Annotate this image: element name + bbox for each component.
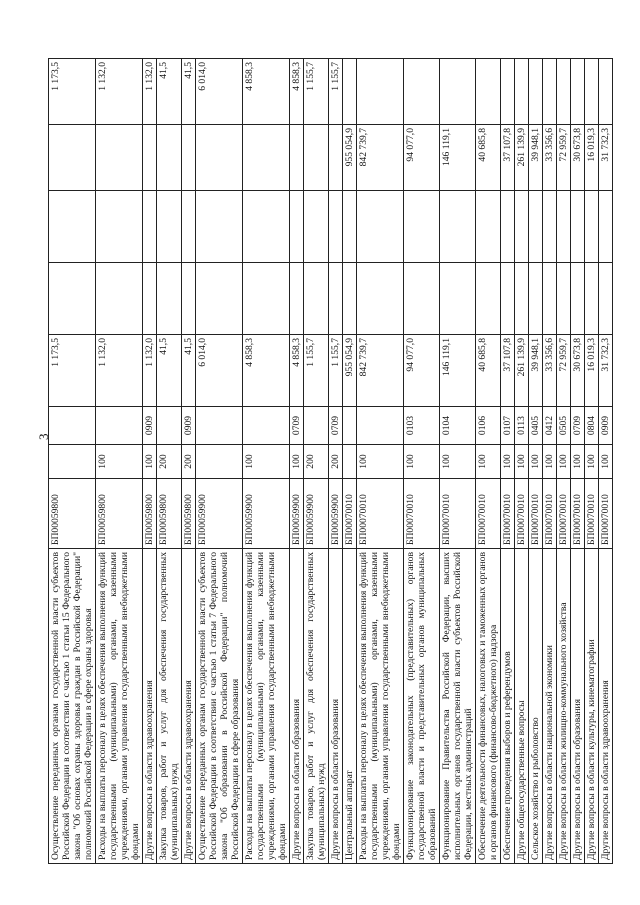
cell-amount-5: 41,5 — [157, 59, 182, 125]
cell-target-article: БП00059800 — [49, 479, 96, 549]
cell-amount-2 — [543, 263, 557, 335]
cell-name: Другие вопросы в области жилищно-коммунального хозяйства — [557, 549, 571, 864]
cell-target-article: БП00070010 — [501, 479, 515, 549]
cell-expense-type: 100 — [476, 445, 501, 479]
cell-amount: 31 732,3 — [599, 335, 613, 407]
cell-amount: 41,5 — [157, 335, 182, 407]
cell-target-article: БП00059800 — [182, 479, 196, 549]
cell-expense-type: 200 — [304, 445, 329, 479]
cell-expense-type: 100 — [599, 445, 613, 479]
table-row — [143, 59, 157, 864]
cell-target-article: БП00070010 — [571, 479, 585, 549]
cell-name: Обеспечение деятельности финансовых, налоговых и таможенных органов и органов финансового (финансово-бюджетного) надзора — [476, 549, 501, 864]
cell-name: Другие вопросы в области здравоохранения — [143, 549, 157, 864]
cell-name: Другие вопросы в области здравоохранения — [182, 549, 196, 864]
cell-amount-2 — [599, 263, 613, 335]
cell-amount-4 — [49, 125, 96, 191]
budget-table — [48, 58, 613, 864]
cell-name: Другие вопросы в области образования — [571, 549, 585, 864]
cell-amount-4 — [182, 125, 196, 191]
cell-amount-5 — [557, 59, 571, 125]
cell-amount-5 — [571, 59, 585, 125]
cell-expense-type: 100 — [515, 445, 529, 479]
cell-expense-type — [196, 445, 243, 479]
cell-amount-5 — [501, 59, 515, 125]
cell-amount-4 — [329, 125, 343, 191]
cell-name: Осуществление переданных органам государственной власти субъектов Российской Федерации в соответствии с частью 1 статьи 15 Федерального закона "Об основах охраны здоровья граждан в Российской Федерации" полномочий Российской Федерации в сфере охраны здоровья — [49, 549, 96, 864]
cell-amount-5 — [440, 59, 476, 125]
cell-expense-type: 100 — [571, 445, 585, 479]
cell-expense-type: 100 — [243, 445, 290, 479]
table-row — [357, 59, 404, 864]
cell-amount-4: 30 673,8 — [571, 125, 585, 191]
table-row — [157, 59, 182, 864]
cell-amount-4: 39 948,1 — [529, 125, 543, 191]
cell-section-code: 0103 — [404, 407, 440, 445]
cell-amount-5: 1 155,7 — [304, 59, 329, 125]
cell-amount-5 — [476, 59, 501, 125]
cell-name: Другие вопросы в области национальной экономики — [543, 549, 557, 864]
cell-amount-3 — [557, 191, 571, 263]
cell-amount: 1 155,7 — [329, 335, 343, 407]
cell-amount-4 — [196, 125, 243, 191]
cell-section-code — [304, 407, 329, 445]
cell-amount-5 — [585, 59, 599, 125]
cell-section-code: 0709 — [571, 407, 585, 445]
cell-amount-4 — [290, 125, 304, 191]
cell-expense-type — [343, 445, 357, 479]
cell-expense-type: 200 — [157, 445, 182, 479]
cell-target-article: БП00070010 — [543, 479, 557, 549]
cell-amount-3 — [357, 191, 404, 263]
cell-amount-3 — [501, 191, 515, 263]
cell-name: Осуществление переданных органам государственной власти субъектов Российской Федерации в соответствии с частью 1 статьи 7 Федерального закона "Об образовании в Российской Федерации" полномочий Российской Федерации в сфере образования — [196, 549, 243, 864]
cell-amount-5 — [515, 59, 529, 125]
cell-amount-4: 72 959,7 — [557, 125, 571, 191]
cell-amount-4: 94 077,0 — [404, 125, 440, 191]
table-row — [529, 59, 543, 864]
cell-section-code: 0104 — [440, 407, 476, 445]
cell-section-code: 0709 — [329, 407, 343, 445]
cell-section-code: 0804 — [585, 407, 599, 445]
cell-amount-2 — [515, 263, 529, 335]
cell-amount-5 — [543, 59, 557, 125]
cell-amount-2 — [157, 263, 182, 335]
cell-amount-3 — [49, 191, 96, 263]
cell-amount-5: 1 132,0 — [143, 59, 157, 125]
table-row — [404, 59, 440, 864]
table-row — [543, 59, 557, 864]
cell-name: Сельское хозяйство и рыболовство — [529, 549, 543, 864]
cell-target-article: БП00059900 — [243, 479, 290, 549]
cell-name: Расходы на выплаты персоналу в целях обеспечения выполнения функций государственными (муниципальными) органами, казенными учреждениями, органами управления государственными внебюджетными фондами — [96, 549, 143, 864]
cell-amount-2 — [557, 263, 571, 335]
cell-section-code: 0405 — [529, 407, 543, 445]
cell-amount-4 — [157, 125, 182, 191]
cell-amount: 842 739,7 — [357, 335, 404, 407]
cell-expense-type: 100 — [557, 445, 571, 479]
table-row — [196, 59, 243, 864]
cell-amount-2 — [196, 263, 243, 335]
cell-section-code — [343, 407, 357, 445]
table-row — [585, 59, 599, 864]
cell-name: Закупка товаров, работ и услуг для обеспечения государственных (муниципальных) нужд — [157, 549, 182, 864]
cell-name: Функционирование законодательных (представительных) органов государственной власти и представительных органов муниципальных образований — [404, 549, 440, 864]
cell-amount-4: 33 356,6 — [543, 125, 557, 191]
cell-amount-3 — [440, 191, 476, 263]
cell-expense-type: 100 — [501, 445, 515, 479]
cell-amount-5: 1 155,7 — [329, 59, 343, 125]
page-number: 3 — [36, 433, 51, 440]
cell-amount: 955 054,9 — [343, 335, 357, 407]
cell-name: Расходы на выплаты персоналу в целях обеспечения выполнения функций государственными (муниципальными) органами, казенными учреждениями, органами управления государственными внебюджетными фондами — [243, 549, 290, 864]
cell-amount-2 — [182, 263, 196, 335]
cell-target-article: БП00059800 — [143, 479, 157, 549]
cell-amount-2 — [529, 263, 543, 335]
cell-target-article: БП00070010 — [440, 479, 476, 549]
cell-amount-4: 955 054,9 — [343, 125, 357, 191]
table-row — [515, 59, 529, 864]
cell-amount-2 — [585, 263, 599, 335]
table-row — [571, 59, 585, 864]
cell-section-code: 0113 — [515, 407, 529, 445]
table-row — [49, 59, 96, 864]
cell-amount-3 — [143, 191, 157, 263]
cell-name: Другие вопросы в области культуры, кинематографии — [585, 549, 599, 864]
cell-target-article: БП00059900 — [196, 479, 243, 549]
cell-amount-5: 6 014,0 — [196, 59, 243, 125]
cell-name: Другие вопросы в области образования — [329, 549, 343, 864]
cell-target-article: БП00059800 — [157, 479, 182, 549]
cell-expense-type — [49, 445, 96, 479]
cell-target-article: БП00059900 — [290, 479, 304, 549]
table-row — [290, 59, 304, 864]
cell-target-article: БП00070010 — [476, 479, 501, 549]
cell-amount-2 — [501, 263, 515, 335]
cell-amount: 40 685,8 — [476, 335, 501, 407]
cell-amount-4 — [143, 125, 157, 191]
cell-amount: 94 077,0 — [404, 335, 440, 407]
cell-amount-5 — [529, 59, 543, 125]
cell-amount-3 — [196, 191, 243, 263]
cell-target-article: БП00070010 — [515, 479, 529, 549]
cell-amount-5 — [404, 59, 440, 125]
cell-amount-2 — [329, 263, 343, 335]
cell-amount-3 — [529, 191, 543, 263]
cell-amount-2 — [343, 263, 357, 335]
cell-section-code — [49, 407, 96, 445]
cell-amount-3 — [404, 191, 440, 263]
rotated-table-wrapper — [48, 59, 613, 864]
table-row — [501, 59, 515, 864]
cell-target-article: БП00070010 — [404, 479, 440, 549]
cell-amount: 41,5 — [182, 335, 196, 407]
cell-amount-5 — [343, 59, 357, 125]
cell-amount-5 — [599, 59, 613, 125]
cell-amount-4: 842 739,7 — [357, 125, 404, 191]
cell-amount-4: 40 685,8 — [476, 125, 501, 191]
cell-expense-type: 100 — [440, 445, 476, 479]
cell-section-code: 0709 — [290, 407, 304, 445]
cell-name: Функционирование Правительства Российской Федерации, высших исполнительных органов государственной власти субъектов Российской Федерации, местных администраций — [440, 549, 476, 864]
cell-amount-3 — [157, 191, 182, 263]
cell-amount: 1 155,7 — [304, 335, 329, 407]
cell-amount-3 — [182, 191, 196, 263]
cell-expense-type: 100 — [585, 445, 599, 479]
cell-section-code — [196, 407, 243, 445]
cell-section-code: 0505 — [557, 407, 571, 445]
cell-amount-2 — [476, 263, 501, 335]
cell-amount: 39 948,1 — [529, 335, 543, 407]
cell-amount: 1 132,0 — [96, 335, 143, 407]
cell-expense-type: 100 — [290, 445, 304, 479]
cell-expense-type: 100 — [357, 445, 404, 479]
cell-amount-3 — [543, 191, 557, 263]
cell-name: Закупка товаров, работ и услуг для обеспечения государственных (муниципальных) нужд — [304, 549, 329, 864]
table-row — [557, 59, 571, 864]
cell-expense-type: 100 — [143, 445, 157, 479]
cell-section-code: 0909 — [599, 407, 613, 445]
cell-amount-3 — [243, 191, 290, 263]
cell-amount-4 — [304, 125, 329, 191]
cell-amount: 33 356,6 — [543, 335, 557, 407]
cell-amount-4 — [96, 125, 143, 191]
table-row — [599, 59, 613, 864]
cell-amount-2 — [357, 263, 404, 335]
cell-target-article: БП00070010 — [529, 479, 543, 549]
table-row — [440, 59, 476, 864]
cell-amount-2 — [290, 263, 304, 335]
cell-amount-2 — [49, 263, 96, 335]
cell-amount-4: 37 107,8 — [501, 125, 515, 191]
cell-expense-type: 100 — [529, 445, 543, 479]
cell-amount-5: 1 132,0 — [96, 59, 143, 125]
cell-section-code — [243, 407, 290, 445]
cell-amount: 72 959,7 — [557, 335, 571, 407]
table-row — [96, 59, 143, 864]
cell-amount-3 — [515, 191, 529, 263]
cell-name: Расходы на выплаты персоналу в целях обеспечения выполнения функций государственными (муниципальными) органами, казенными учреждениями, органами управления государственными внебюджетными фондами — [357, 549, 404, 864]
cell-expense-type: 200 — [329, 445, 343, 479]
cell-target-article: БП00070010 — [557, 479, 571, 549]
cell-expense-type: 100 — [404, 445, 440, 479]
cell-amount-3 — [343, 191, 357, 263]
cell-name: Обеспечение проведения выборов и референдумов — [501, 549, 515, 864]
cell-name: Другие вопросы в области образования — [290, 549, 304, 864]
cell-target-article: БП00059900 — [329, 479, 343, 549]
cell-target-article: БП00070010 — [343, 479, 357, 549]
cell-amount-2 — [440, 263, 476, 335]
cell-section-code: 0909 — [182, 407, 196, 445]
cell-amount: 6 014,0 — [196, 335, 243, 407]
table-row — [329, 59, 343, 864]
table-body — [49, 59, 613, 864]
cell-section-code: 0106 — [476, 407, 501, 445]
cell-amount-3 — [585, 191, 599, 263]
cell-target-article: БП00070010 — [599, 479, 613, 549]
cell-amount-4: 261 139,9 — [515, 125, 529, 191]
cell-amount: 261 139,9 — [515, 335, 529, 407]
table-row — [304, 59, 329, 864]
cell-amount-2 — [571, 263, 585, 335]
cell-expense-type: 100 — [543, 445, 557, 479]
cell-amount-2 — [404, 263, 440, 335]
cell-amount-4: 31 732,3 — [599, 125, 613, 191]
table-row — [182, 59, 196, 864]
cell-section-code — [157, 407, 182, 445]
cell-amount-3 — [599, 191, 613, 263]
cell-amount: 4 858,3 — [290, 335, 304, 407]
cell-amount: 146 119,1 — [440, 335, 476, 407]
cell-target-article: БП00059800 — [96, 479, 143, 549]
cell-amount: 1 173,5 — [49, 335, 96, 407]
cell-expense-type: 100 — [96, 445, 143, 479]
cell-amount-5: 1 173,5 — [49, 59, 96, 125]
table-row — [243, 59, 290, 864]
cell-name: Центральный аппарат — [343, 549, 357, 864]
cell-target-article: БП00059900 — [304, 479, 329, 549]
cell-amount: 30 673,8 — [571, 335, 585, 407]
cell-target-article: БП00070010 — [357, 479, 404, 549]
table-row — [343, 59, 357, 864]
cell-section-code: 0412 — [543, 407, 557, 445]
cell-amount-2 — [304, 263, 329, 335]
cell-section-code: 0107 — [501, 407, 515, 445]
cell-amount: 1 132,0 — [143, 335, 157, 407]
cell-amount-3 — [304, 191, 329, 263]
cell-expense-type: 200 — [182, 445, 196, 479]
cell-amount-4 — [243, 125, 290, 191]
cell-amount-4: 146 119,1 — [440, 125, 476, 191]
table-row — [476, 59, 501, 864]
cell-amount-2 — [96, 263, 143, 335]
cell-section-code — [357, 407, 404, 445]
cell-amount-3 — [96, 191, 143, 263]
cell-amount-5: 4 858,3 — [290, 59, 304, 125]
cell-amount-3 — [290, 191, 304, 263]
cell-amount-3 — [571, 191, 585, 263]
cell-amount: 37 107,8 — [501, 335, 515, 407]
cell-amount-3 — [329, 191, 343, 263]
cell-amount-3 — [476, 191, 501, 263]
cell-name: Другие вопросы в области здравоохранения — [599, 549, 613, 864]
cell-amount: 16 019,3 — [585, 335, 599, 407]
cell-name: Другие общегосударственные вопросы — [515, 549, 529, 864]
cell-section-code: 0909 — [143, 407, 157, 445]
cell-section-code — [96, 407, 143, 445]
cell-amount-4: 16 019,3 — [585, 125, 599, 191]
cell-amount-2 — [243, 263, 290, 335]
cell-target-article: БП00070010 — [585, 479, 599, 549]
cell-amount-5 — [357, 59, 404, 125]
cell-amount-2 — [143, 263, 157, 335]
cell-amount-5: 4 858,3 — [243, 59, 290, 125]
cell-amount: 4 858,3 — [243, 335, 290, 407]
cell-amount-5: 41,5 — [182, 59, 196, 125]
